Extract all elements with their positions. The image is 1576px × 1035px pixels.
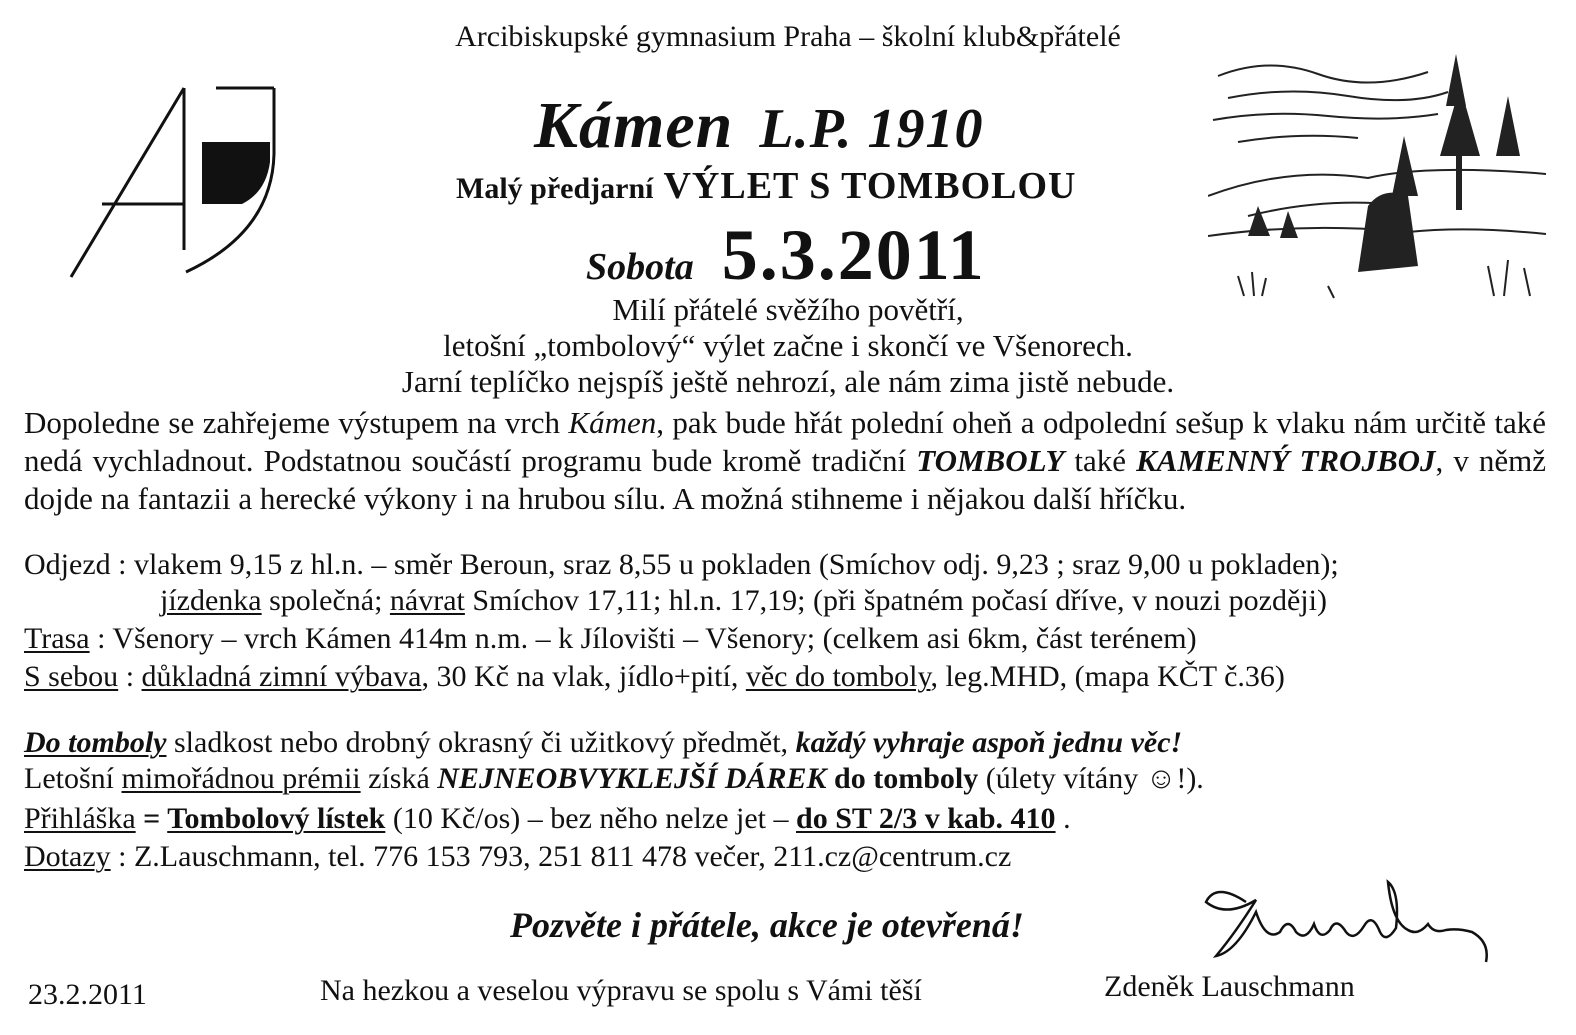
tombola-line <box>24 726 1182 760</box>
dotazy-label: Dotazy <box>24 840 111 873</box>
sebou-vybava: důkladná zimní výbava <box>141 660 422 693</box>
premie-mimoradnou: mimořádnou prémii <box>121 762 361 795</box>
footer-date: 23.2.2011 <box>28 978 147 1011</box>
trasa-label: Trasa <box>24 622 90 655</box>
odjezd-text: : vlakem 9,15 z hl.n. – směr Beroun, sraz 8,55 u pokladen (Smíchov odj. 9,23 ; sraz 9,00 u pokladen); <box>110 548 1339 581</box>
title-lp: L.P. 1910 <box>759 98 984 160</box>
para-trojboj: KAMENNÝ TROJBOJ <box>1136 443 1436 478</box>
odjezd-label: Odjezd <box>24 548 111 581</box>
greeting-line-3: Jarní teplíčko nejspíš ještě nehrozí, ale nám zima jistě nebude. <box>401 364 1175 399</box>
prihlaska-listek: Tombolový lístek <box>167 802 386 835</box>
para-kamen: Kámen <box>568 405 657 440</box>
jizdenka-text: společná; <box>261 584 390 617</box>
premie-text-2: získá <box>360 762 438 795</box>
sebou-vec: věc do tomboly <box>745 660 931 693</box>
sebou-sep: : <box>118 660 142 693</box>
dotazy-line <box>24 840 1011 874</box>
trasa-line <box>24 622 1197 656</box>
sebou-text-2: , leg.MHD, (mapa KČT č.36) <box>930 660 1285 693</box>
odjezd-line <box>24 548 1339 582</box>
sebou-label: S sebou <box>24 660 119 693</box>
para-tomboly: TOMBOLY <box>916 443 1065 478</box>
prihlaska-text-2: . <box>1055 802 1071 835</box>
greeting-line-1: Milí přátelé svěžího povětří, <box>612 292 964 327</box>
prihlaska-text-1: (10 Kč/os) – bez něho nelze jet – <box>385 802 797 835</box>
para-text-1: Dopoledne se zahřejeme výstupem na vrch <box>24 405 569 440</box>
navrat-label: návrat <box>389 584 465 617</box>
prihlaska-line <box>24 802 1071 836</box>
event-subtitle <box>456 164 1077 208</box>
greeting-line-2: letošní „tombolový“ výlet začne i skončí ve Všenorech. <box>443 328 1133 363</box>
club-header: Arcibiskupské gymnasium Praha – školní klub&přátelé <box>455 20 1121 53</box>
footer-name: Zdeněk Lauschmann <box>1104 970 1355 1003</box>
tombola-emph: každý vyhraje aspoň jednu věc! <box>795 726 1183 759</box>
tombola-text: sladkost nebo drobný okrasný či užitkový předmět, <box>166 726 796 759</box>
ag-logo-icon <box>66 82 286 282</box>
premie-text-4: (úlety vítány ☺!). <box>978 762 1204 795</box>
trasa-text: : Všenory – vrch Kámen 414m n.m. – k Jílovišti – Všenory; (celkem asi 6km, část terénem) <box>89 622 1197 655</box>
event-date <box>586 214 986 297</box>
signature-icon <box>1196 872 1506 982</box>
title-main: Kámen <box>534 89 734 162</box>
jizdenka-label: jízdenka <box>160 584 262 617</box>
invite-line: Pozvěte i přátele, akce je otevřená! <box>510 905 1024 945</box>
premie-line <box>24 762 1204 796</box>
odjezd-line-2 <box>160 584 1327 618</box>
prihlaska-label: Přihláška <box>24 802 136 835</box>
landscape-sketch-icon <box>1208 46 1546 301</box>
para-text-4: , v němž dojde na fantazii a herecké výkony i na hrubou sílu. A možná stihneme i nějakou další hříčku. <box>24 443 1546 516</box>
program-paragraph <box>24 404 1546 518</box>
event-date-value: 5.3.2011 <box>721 215 986 295</box>
footer-text: Na hezkou a veselou výpravu se spolu s Vámi těší <box>320 974 922 1007</box>
subtitle-small: Malý předjarní <box>456 172 654 205</box>
premie-darek: NEJNEOBVYKLEJŠÍ DÁREK <box>437 762 827 795</box>
sebou-line <box>24 660 1285 694</box>
event-title <box>534 88 984 164</box>
para-text-3: také <box>1064 443 1137 478</box>
subtitle-big: VÝLET S TOMBOLOU <box>663 165 1077 207</box>
premie-text-3: do tomboly <box>826 762 979 795</box>
sebou-text-1: , 30 Kč na vlak, jídlo+pití, <box>421 660 746 693</box>
para-text-2: , pak bude hřát polední oheň a odpolední sešup k vlaku nám určitě také nedá vychladnout. Podstatnou součástí programu bude kromě tradiční <box>24 405 1546 478</box>
event-day: Sobota <box>586 246 694 288</box>
navrat-text: Smíchov 17,11; hl.n. 17,19; (při špatném počasí dříve, v nouzi později) <box>464 584 1327 617</box>
prihlaska-deadline: do ST 2/3 v kab. 410 <box>796 802 1056 835</box>
dotazy-text: : Z.Lauschmann, tel. 776 153 793, 251 811 478 večer, 211.cz@centrum.cz <box>110 840 1012 873</box>
premie-text-1: Letošní <box>24 762 122 795</box>
tombola-label: Do tomboly <box>24 726 167 759</box>
prihlaska-eq: = <box>135 802 168 835</box>
